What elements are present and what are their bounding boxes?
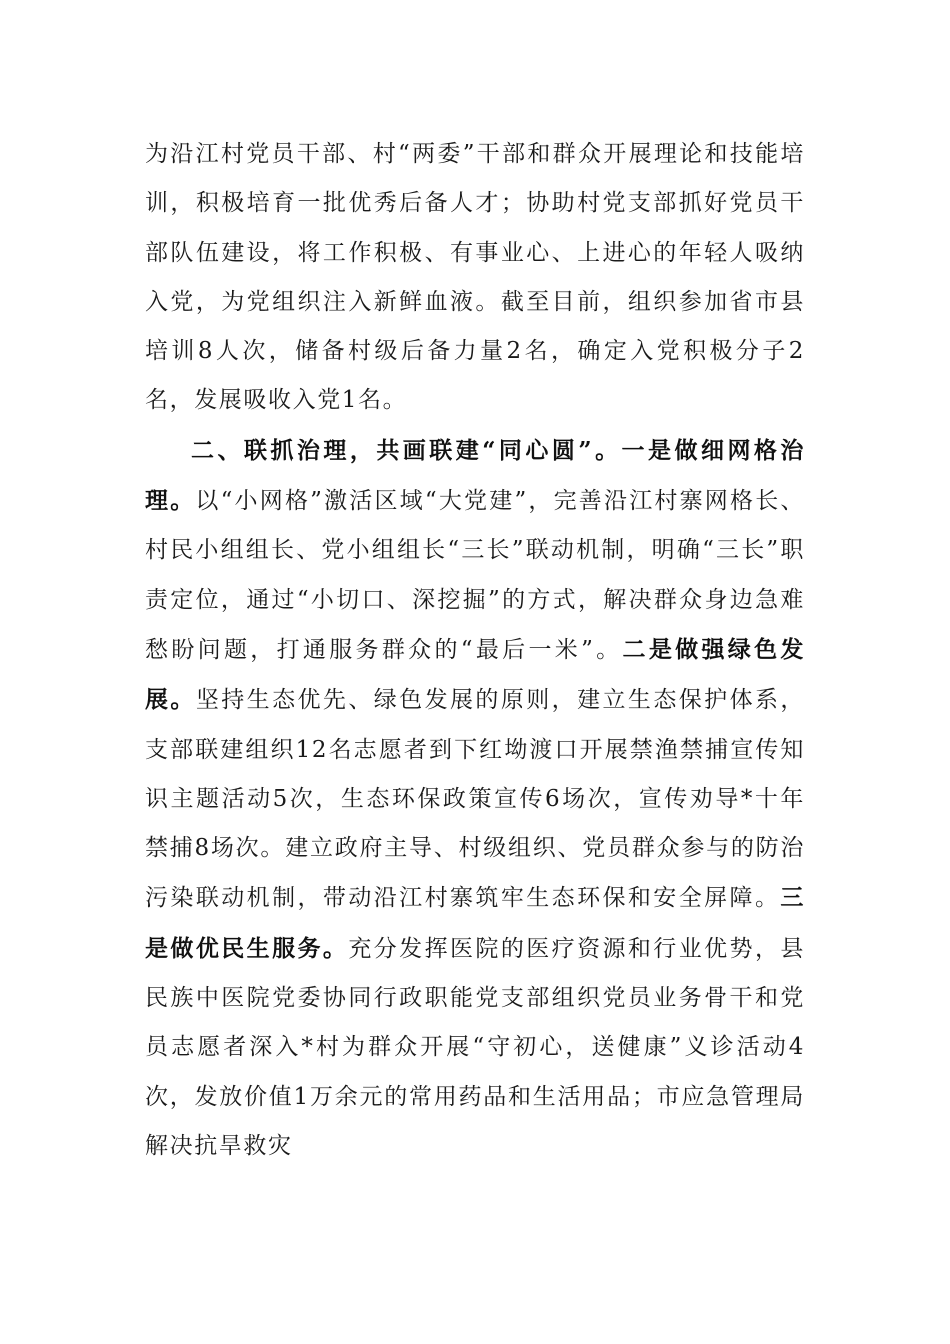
paragraph-training	[145, 130, 805, 426]
paragraph-governance	[145, 426, 805, 1171]
subheading-livelihood-service: 三是做优民生服务。	[145, 884, 805, 962]
section-heading: 二、联抓治理，共画联建“同心圆”。一是做细网格治理。	[145, 436, 805, 515]
paragraph-text: 充分发挥医院的医疗资源和行业优势，县民族中医院党委协同行政职能党支部组织党员业务骨干和党员志愿者深入*村为群众开展“守初心，送健康”义诊活动4次，发放价值1万余元的常用药品和生活用品；市应急管理局解决抗旱救灾	[145, 935, 805, 1159]
paragraph-text: 为沿江村党员干部、村“两委”干部和群众开展理论和技能培训，积极培育一批优秀后备人才；协助村党支部抓好党员干部队伍建设，将工作积极、有事业心、上进心的年轻人吸纳入党，为党组织注入新鲜血液。截至目前，组织参加省市县培训8人次，储备村级后备力量2名，确定入党积极分子2名，发展吸收入党1名。	[145, 141, 805, 414]
document-body	[145, 130, 805, 1171]
paragraph-text: 坚持生态优先、绿色发展的原则，建立生态保护体系，支部联建组织12名志愿者到下红坳渡口开展禁渔禁捕宣传知识主题活动5次，生态环保政策宣传6场次，宣传劝导*十年禁捕8场次。建立政府主导、村级组织、党员群众参与的防治污染联动机制，带动沿江村寨筑牢生态环保和安全屏障。	[145, 687, 806, 912]
paragraph-text: 以“小网格”激活区域“大党建”，完善沿江村寨网格长、村民小组组长、党小组组长“三长”联动机制，明确“三长”职责定位，通过“小切口、深挖掘”的方式，解决群众身边急难愁盼问题，打通服务群众的“最后一米”。	[145, 488, 805, 663]
subheading-green-development: 二是做强绿色发展。	[145, 635, 806, 714]
